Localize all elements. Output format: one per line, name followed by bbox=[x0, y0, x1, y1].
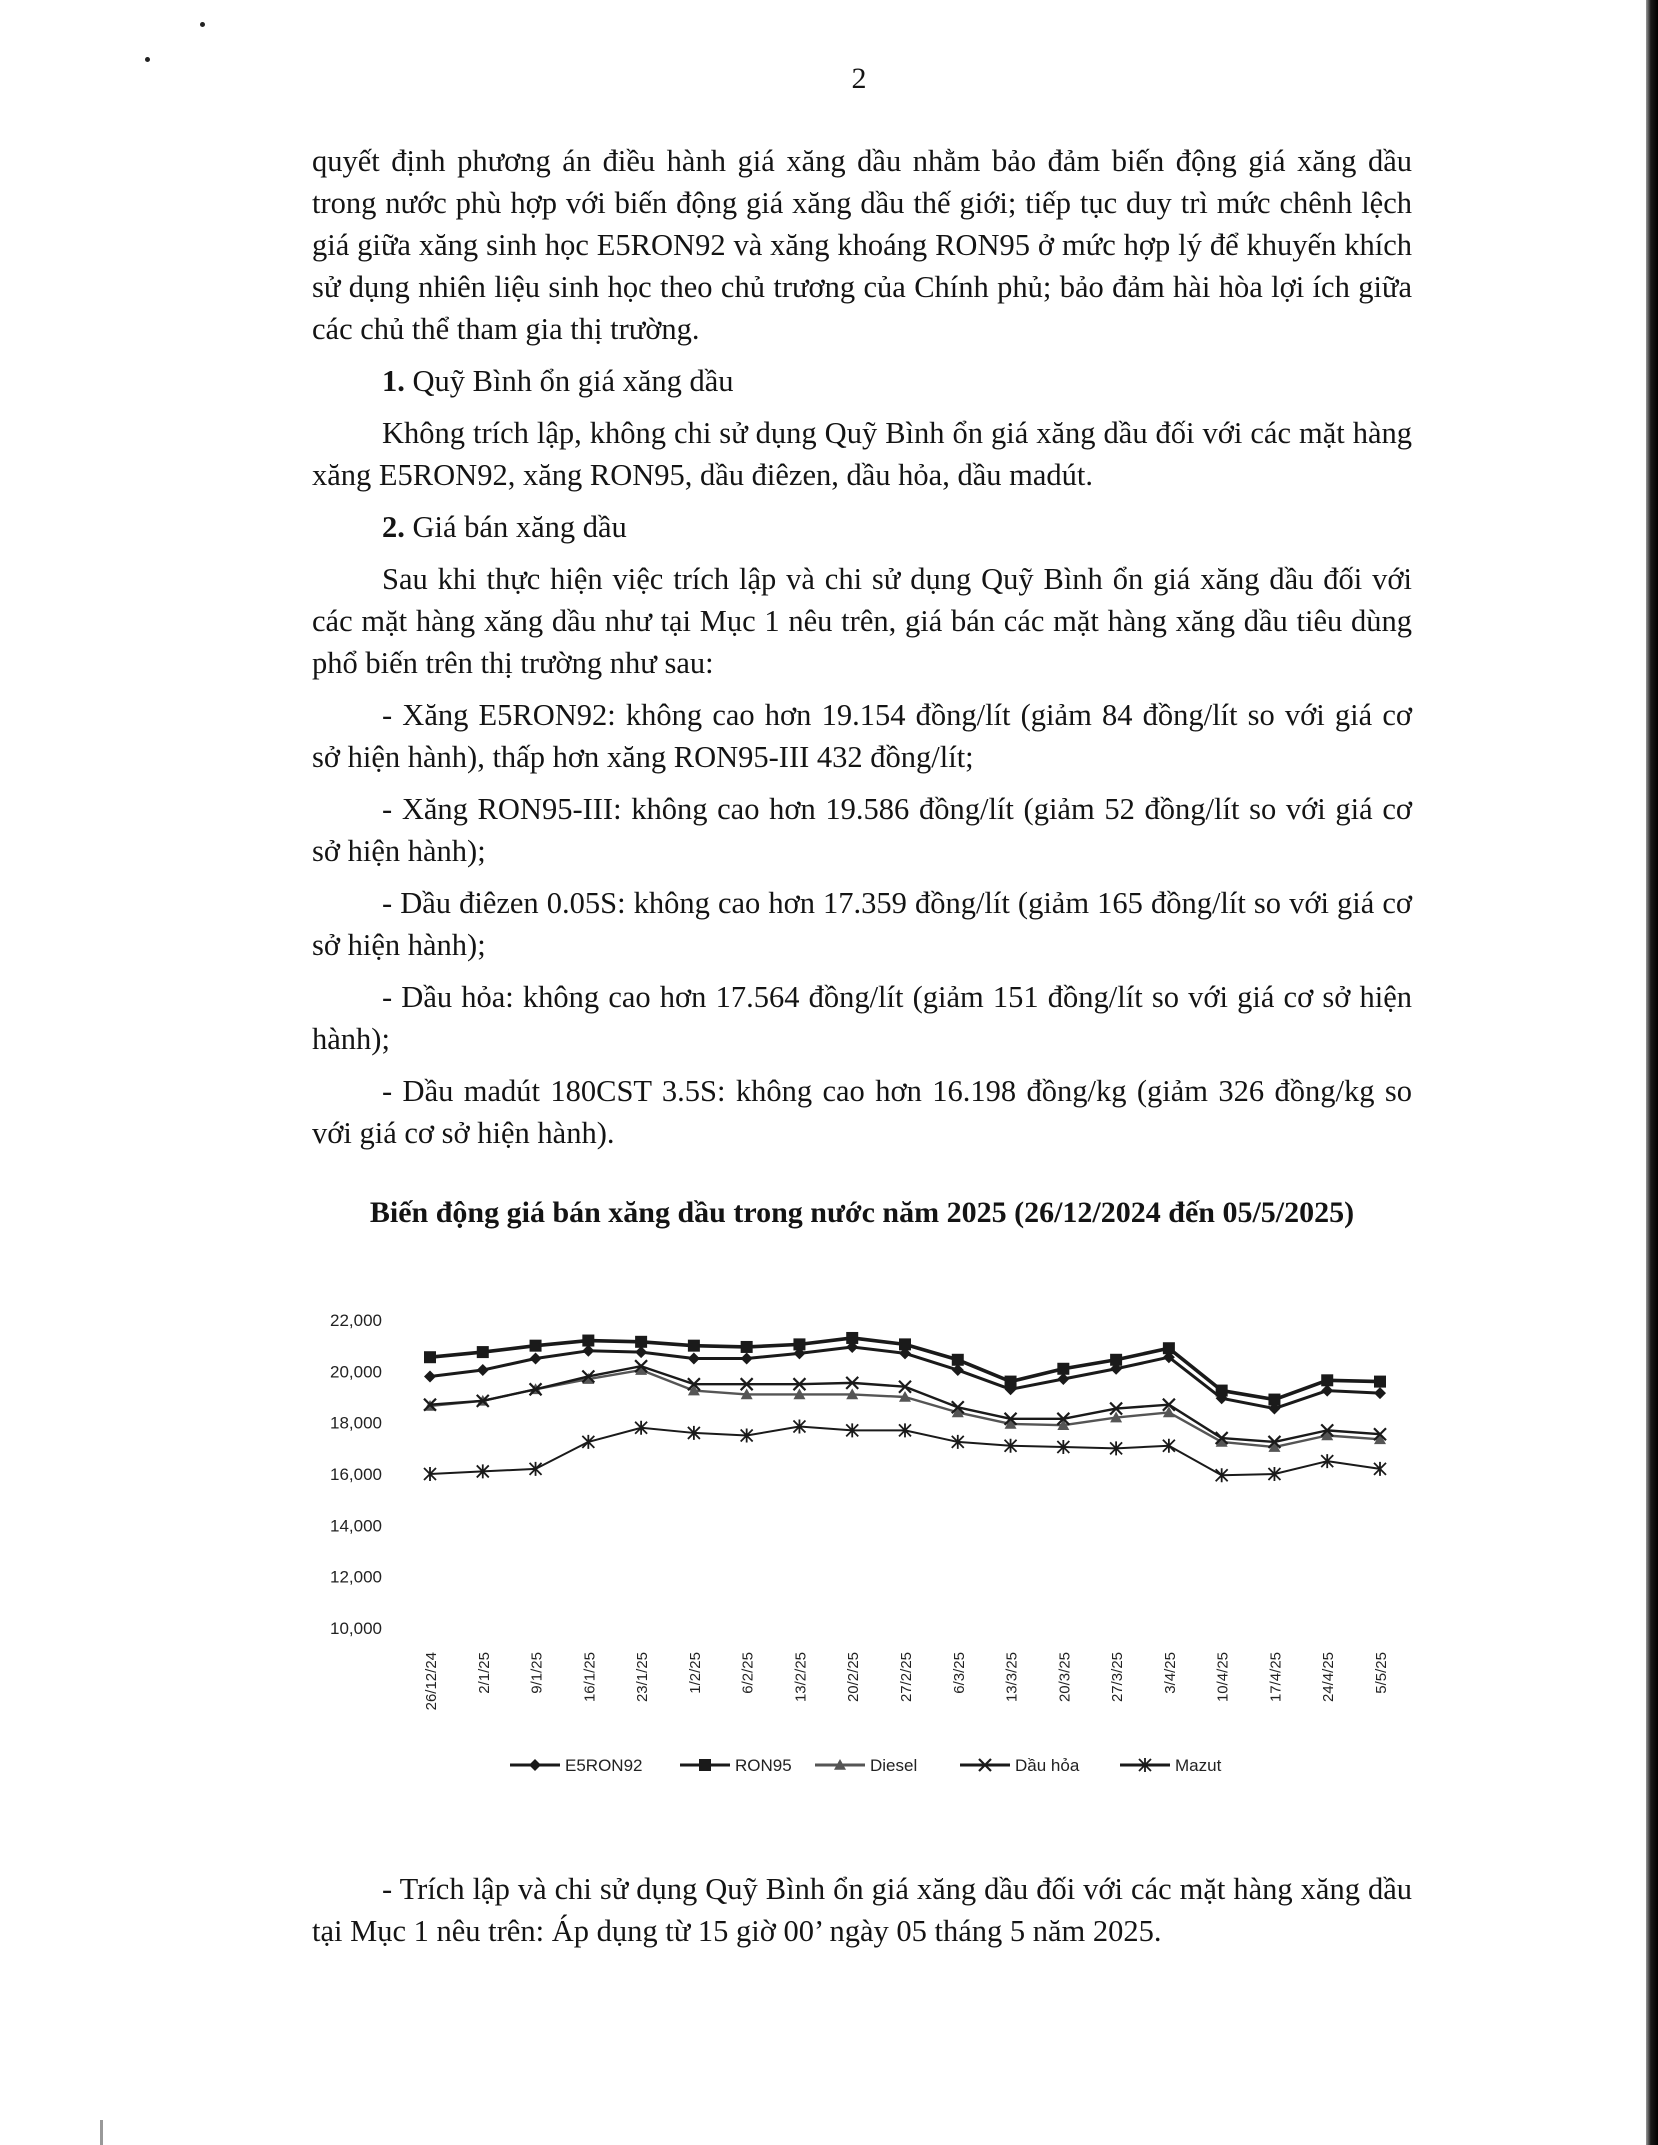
x-tick-label: 27/3/25 bbox=[1109, 1652, 1127, 1703]
chart-title: Biến động giá bán xăng dầu trong nước năm 2025 (26/12/2024 đến 05/5/2025) bbox=[369, 1196, 1355, 1229]
data-point bbox=[1216, 1385, 1228, 1397]
document-body bbox=[312, 140, 1412, 1164]
y-tick-label: 20,000 bbox=[330, 1362, 382, 1382]
section-title: Quỹ Bình ổn giá xăng dầu bbox=[404, 364, 734, 398]
data-point bbox=[530, 1340, 542, 1352]
y-tick-label: 14,000 bbox=[330, 1516, 382, 1536]
y-tick-label: 18,000 bbox=[330, 1413, 382, 1433]
price-item: - Dầu điêzen 0.05S: không cao hơn 17.359 đồng/lít (giảm 165 đồng/lít so với giá cơ sở hiện hành); bbox=[312, 886, 1412, 962]
legend-label: E5RON92 bbox=[565, 1756, 643, 1775]
data-point bbox=[741, 1353, 753, 1365]
x-tick-label: 16/1/25 bbox=[581, 1652, 599, 1703]
scan-edge-left bbox=[100, 2120, 103, 2145]
x-tick-label: 9/1/25 bbox=[528, 1652, 546, 1694]
data-point bbox=[1057, 1363, 1069, 1375]
data-point bbox=[530, 1353, 542, 1365]
legend-label: RON95 bbox=[735, 1756, 792, 1775]
x-tick-label: 3/4/25 bbox=[1161, 1652, 1179, 1694]
chart-canvas bbox=[300, 1290, 1430, 1820]
legend-label: Dầu hỏa bbox=[1015, 1756, 1080, 1775]
price-item: - Xăng E5RON92: không cao hơn 19.154 đồng/lít (giảm 84 đồng/lít so với giá cơ sở hiện hành), thấp hơn xăng RON95-III 432 đồng/lít; bbox=[312, 698, 1412, 774]
data-point bbox=[688, 1340, 700, 1352]
data-point bbox=[1321, 1385, 1333, 1397]
paragraph: Sau khi thực hiện việc trích lập và chi sử dụng Quỹ Bình ổn giá xăng dầu đối với các mặt hàng xăng dầu như tại Mục 1 nêu trên, giá bán các mặt hàng xăng dầu tiêu dùng phổ biến trên thị trường như sau: bbox=[312, 562, 1412, 680]
price-chart bbox=[300, 1290, 1430, 1820]
legend-label: Mazut bbox=[1175, 1756, 1222, 1775]
data-point bbox=[635, 1346, 647, 1358]
data-point bbox=[1005, 1376, 1017, 1388]
x-tick-label: 13/2/25 bbox=[792, 1652, 810, 1703]
x-tick-label: 23/1/25 bbox=[634, 1652, 652, 1703]
data-point bbox=[582, 1435, 594, 1449]
x-tick-label: 20/3/25 bbox=[1056, 1652, 1074, 1703]
y-tick-label: 22,000 bbox=[330, 1311, 382, 1330]
data-point bbox=[477, 1364, 489, 1376]
data-point bbox=[529, 1759, 541, 1771]
data-point bbox=[424, 1351, 436, 1363]
data-point bbox=[793, 1338, 805, 1350]
x-tick-label: 27/2/25 bbox=[898, 1652, 915, 1703]
x-tick-label: 6/3/25 bbox=[950, 1652, 968, 1694]
data-point bbox=[1057, 1373, 1069, 1385]
x-tick-label: 10/4/25 bbox=[1214, 1652, 1232, 1703]
section-number: 2. bbox=[382, 510, 405, 544]
data-point bbox=[952, 1364, 964, 1376]
data-point bbox=[952, 1354, 964, 1366]
x-tick-label: 20/2/25 bbox=[845, 1652, 863, 1703]
data-point bbox=[741, 1341, 753, 1353]
data-point bbox=[424, 1370, 436, 1382]
closing-paragraph: - Trích lập và chi sử dụng Quỹ Bình ổn giá xăng dầu đối với các mặt hàng xăng dầu tại Mục 1 nêu trên: Áp dụng từ 15 giờ 00’ ngày 05 tháng 5 năm 2025. bbox=[312, 1872, 1412, 1948]
data-point bbox=[1321, 1374, 1333, 1386]
data-point bbox=[688, 1353, 700, 1365]
data-point bbox=[699, 1759, 711, 1771]
y-tick-label: 12,000 bbox=[330, 1567, 382, 1587]
paragraph: quyết định phương án điều hành giá xăng dầu nhằm bảo đảm biến động giá xăng dầu trong nước phù hợp với biến động giá xăng dầu thế giới; tiếp tục duy trì mức chênh lệch giá giữa xăng sinh học E5RON92 và xăng khoáng RON95 ở mức hợp lý để khuyến khích sử dụng nhiên liệu sinh học theo chủ trương của Chính phủ; bảo đảm hài hòa lợi ích giữa các chủ thể tham gia thị trường. bbox=[312, 144, 1412, 346]
data-point bbox=[1110, 1354, 1122, 1366]
data-point bbox=[477, 1346, 489, 1358]
data-point bbox=[1374, 1387, 1386, 1399]
x-tick-label: 1/2/25 bbox=[686, 1652, 704, 1694]
x-tick-label: 6/2/25 bbox=[739, 1652, 757, 1694]
price-item: - Xăng RON95-III: không cao hơn 19.586 đồng/lít (giảm 52 đồng/lít so với giá cơ sở hiện hành); bbox=[312, 792, 1412, 868]
price-item: - Dầu hỏa: không cao hơn 17.564 đồng/lít (giảm 151 đồng/lít so với giá cơ sở hiện hành); bbox=[312, 980, 1412, 1056]
data-point bbox=[582, 1335, 594, 1347]
data-point bbox=[1374, 1376, 1386, 1388]
data-point bbox=[1268, 1394, 1280, 1406]
section-heading bbox=[312, 506, 1412, 548]
paragraph: Không trích lập, không chi sử dụng Quỹ Bình ổn giá xăng dầu đối với các mặt hàng xăng E5RON92, xăng RON95, dầu điêzen, dầu hỏa, dầu madút. bbox=[312, 416, 1412, 492]
x-tick-label: 13/3/25 bbox=[1003, 1652, 1021, 1703]
data-point bbox=[582, 1345, 594, 1357]
x-tick-label: 5/5/25 bbox=[1373, 1652, 1390, 1694]
y-tick-label: 16,000 bbox=[330, 1465, 382, 1484]
data-point bbox=[1163, 1342, 1175, 1354]
data-point bbox=[635, 1336, 647, 1348]
scan-edge-right bbox=[1646, 0, 1658, 2145]
x-tick-label: 17/4/25 bbox=[1267, 1652, 1285, 1703]
section-title: Giá bán xăng dầu bbox=[404, 510, 627, 544]
section-number: 1. bbox=[382, 364, 405, 398]
y-tick-label: 10,000 bbox=[330, 1619, 382, 1638]
x-tick-label: 2/1/25 bbox=[475, 1652, 493, 1694]
price-item: - Dầu madút 180CST 3.5S: không cao hơn 16.198 đồng/kg (giảm 326 đồng/kg so với giá cơ sở hiện hành). bbox=[312, 1074, 1412, 1150]
section-heading bbox=[312, 360, 1412, 402]
scan-speck bbox=[200, 22, 205, 27]
page-number: 2 bbox=[851, 62, 867, 95]
x-tick-label: 26/12/24 bbox=[423, 1652, 440, 1711]
legend-label: Diesel bbox=[870, 1756, 918, 1775]
data-point bbox=[846, 1332, 858, 1344]
data-point bbox=[899, 1338, 911, 1350]
x-tick-label: 24/4/25 bbox=[1320, 1652, 1338, 1703]
